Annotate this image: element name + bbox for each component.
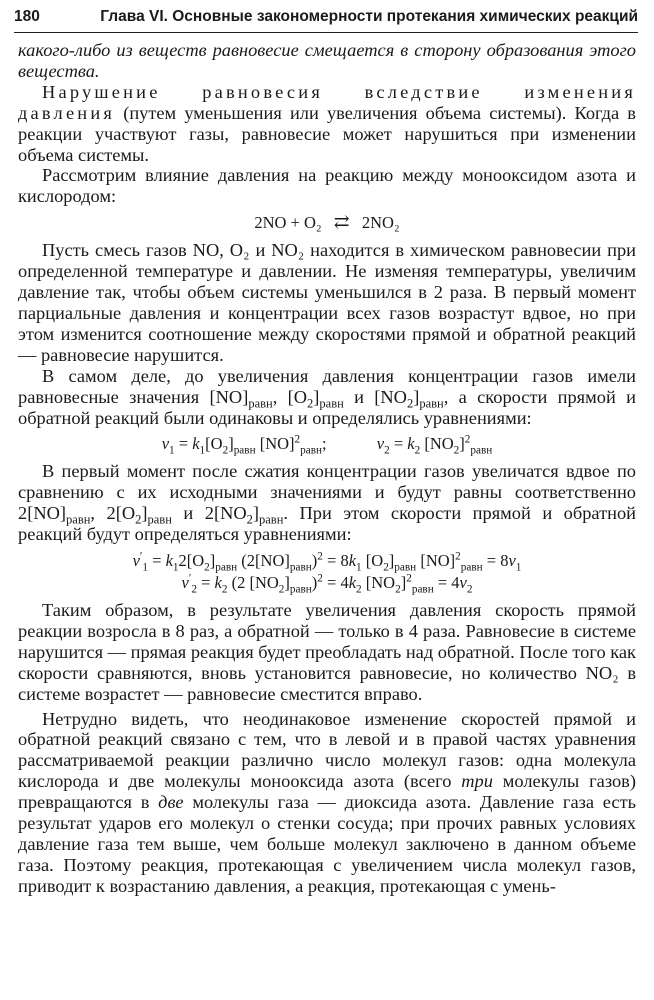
reaction-right: 2NO₂ bbox=[361, 213, 400, 233]
paragraph-pressure-text: (путем уменьшения или увеличения объема системы). Когда в реакции участвуют газы, равновесие может нарушиться при изменении объема системы. bbox=[18, 102, 636, 165]
equilibrium-arrow: ⇄ bbox=[333, 212, 350, 234]
page-number: 180 bbox=[14, 8, 40, 25]
emphasis-two: две bbox=[158, 792, 184, 813]
paragraph-explanation: Нетрудно видеть, что неодинаковое изменение скоростей прямой и обратной реакций связано с тем, что в левой и в правой частях уравнения рассматриваемой реакции различно число молекул газов: одна молекула кислорода и две молекулы монооксида азота (всего три молекулы газов) превращаются в две молекулы газа — диоксида азота. Давление газа есть результат ударов его молекул о стенки сосуда; при прочих равных условиях давление газа тем выше, чем больше молекул заключено в данном объеме газа. Поэтому реакция, протекающая с увеличением числа молекул газов, приводит к возрастанию давления, а реакция, протекающая с умень- bbox=[18, 708, 637, 896]
paragraph-continued: какого-либо из веществ равновесие смещается в сторону образования этого вещества. bbox=[18, 40, 636, 81]
page-header bbox=[14, 8, 638, 32]
emphasis-three: три bbox=[461, 771, 493, 792]
paragraph-mixture: Пусть смесь газов NO, O₂ и NO₂ находится в химическом равновесии при определенной температуре и давлении. Не изменяя температуры, увеличим давление так, чтобы объем системы уменьшился в 2 раза. В первый момент парциальные давления и концентрации всех газов возрастут вдвое, но при этом изменится соотношение между скоростями прямой и обратной реакций — равновесие нарушится. bbox=[18, 240, 636, 365]
running-title: Глава VI. Основные закономерности протекания химических реакций bbox=[100, 8, 638, 25]
paragraph-compression: В первый момент после сжатия концентрации газов увеличатся вдвое по сравнению с их исходными значениями и будут равны соответственно $2[NO]_{равн}$, $2[O_2]_{равн}$ и $2[NO_2]_{равн}$. При этом скорости прямой и обратной реакций будут определяться уравнениями: bbox=[18, 461, 636, 545]
reaction-equation bbox=[18, 212, 636, 234]
rate-equation-forward-compressed: $v'_1 = k_12[O_2]_{равн}$ $(2[NO]_{равн})^2 = 8k_1$ $[O_2]_{равн}$ $[NO]^2_{равн} = 8v_1$ bbox=[132, 550, 522, 574]
header-rule bbox=[14, 32, 638, 33]
paragraph-pressure bbox=[18, 82, 636, 166]
paragraph-indeed: В самом деле, до увеличения давления концентрации газов имели равновесные значения $[NO]_{равн}$, $[O_2]_{равн}$ и $[NO_2]_{равн}$, а скорости прямой и обратной реакций были одинаковы и определялись уравнениями: bbox=[18, 365, 636, 428]
paragraph-consider: Рассмотрим влияние давления на реакцию между монооксидом азота и кислородом: bbox=[18, 165, 636, 207]
rate-equation-reverse-compressed: $v'_2 = k_2$ (2 $[NO_2]_{равн})^2 = 4k_2$ $[NO_2]^2_{равн} = 4v_2$ bbox=[181, 572, 473, 596]
reaction-left: 2NO + O₂ bbox=[254, 213, 322, 233]
section-lead-spaced: Нарушение равновесия вследствие изменения давления bbox=[18, 81, 636, 123]
rate-equations-equilibrium: $v_1 = k_1[O_2]_{равн}$ [NO]$^2_{равн}$; $v_2 = k_2$ $[NO_2]^2_{равн}$ bbox=[161, 433, 493, 457]
paragraph-conclusion: Таким образом, в результате увеличения давления скорость прямой реакции возросла в 8 раз, а обратной — только в 4 раза. Равновесие в системе нарушится — прямая реакция будет преобладать над обратной. После того как скорости сравняются, вновь установится равновесие, но количество NO₂ в системе возрастет — равновесие сместится вправо. bbox=[18, 600, 636, 704]
page-body bbox=[18, 40, 636, 897]
